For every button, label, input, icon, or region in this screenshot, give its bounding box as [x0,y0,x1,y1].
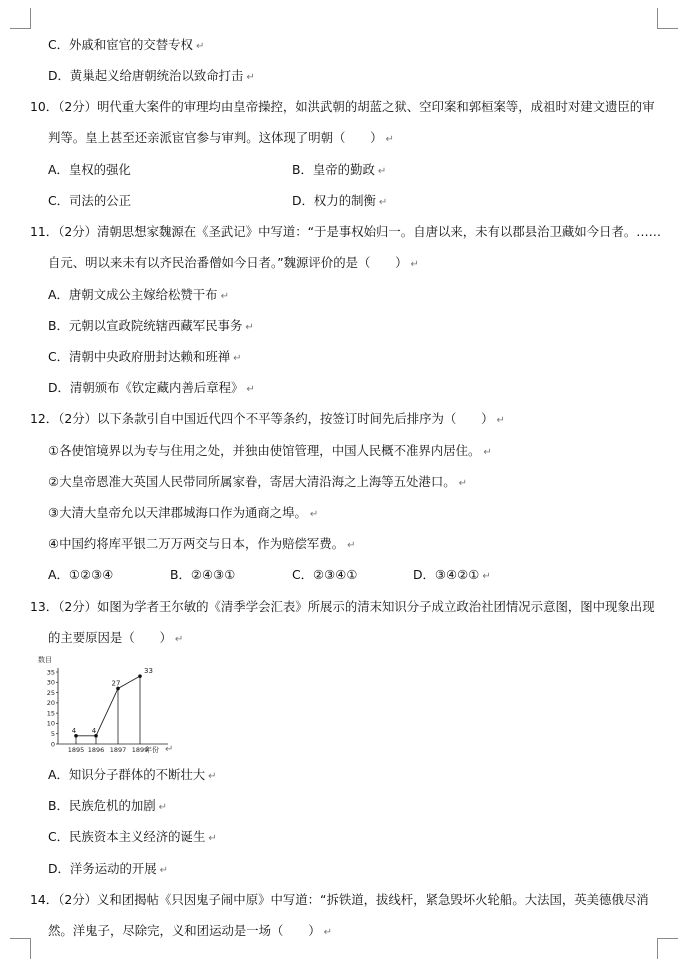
paragraph-mark: ↵ [174,634,184,645]
paragraph-mark: ↵ [377,166,387,177]
chart-data-point [138,674,142,678]
paragraph-mark: ↵ [496,415,505,426]
q12-option-a: A．①②③④ [48,567,114,582]
chart-y-tick-label: 25 [46,688,55,697]
q11-stem-line-1: 11．（2分）清朝思想家魏源在《圣武记》中写道：“于是事权始归一。自唐以来，未有以郡县治卫藏如今日者。…… [30,224,662,239]
paragraph-mark: ↵ [385,134,394,145]
chart-x-tick-label: 1899 [131,746,149,754]
chart-ylabel: 数目 [38,656,52,664]
chart-x-tick-label: 1895 [67,746,85,754]
q12-option-d: D．③④②① ↵ [413,567,491,582]
q12-item-3: ③大清大皇帝允以天津郡城海口作为通商之埠。 ↵ [48,505,319,520]
q12-option-c: C．②③④① [292,567,358,582]
q11-option-a: A．唐朝文成公主嫁给松赞干布 ↵ [48,287,229,302]
paragraph-mark: ↵ [208,771,217,782]
chart-data-label: 33 [144,667,153,676]
paragraph-mark: ↵ [208,833,217,844]
paragraph-mark: ↵ [483,447,492,458]
q10-stem-line-2: 判等。皇上甚至还亲派宦官参与审判。这体现了明朝（ ） ↵ [48,130,394,145]
q12-option-b: B．②④③① [170,567,236,582]
q11-stem-line-2: 自元、明以来未有以齐民治番僧如今日者。”魏源评价的是（ ） ↵ [48,255,419,270]
chart-y-tick-label: 10 [46,719,55,728]
chart-y-tick-label: 5 [50,730,55,739]
paragraph-mark: ↵ [195,41,205,52]
paragraph-mark: ↵ [347,540,356,551]
paragraph-mark: ↵ [165,744,174,755]
q10-stem-line-1: 10．（2分）明代重大案件的审理均由皇帝操控，如洪武朝的胡蓝之狱、空印案和郭桓案等，成祖时对建文遗臣的审 [30,99,655,114]
paragraph-mark: ↵ [246,384,255,395]
crop-mark-top-right [657,8,678,29]
chart-data-label: 4 [71,726,77,735]
paragraph-mark: ↵ [482,571,491,582]
crop-mark-bottom-right [657,938,678,959]
q12-item-1: ①各使馆境界以为专与住用之处，并独由使馆管理，中国人民概不准界内居住。 ↵ [48,443,492,458]
paragraph-mark: ↵ [159,865,169,876]
paragraph-mark: ↵ [158,802,168,813]
q13-option-c: C．民族资本主义经济的诞生 ↵ [48,829,217,844]
paragraph-mark: ↵ [220,291,229,302]
paragraph-mark: ↵ [323,927,332,938]
q11-option-c: C．清朝中央政府册封达赖和班禅 ↵ [48,349,242,364]
q10-option-d: D．权力的制衡 ↵ [292,193,388,208]
q14-stem-line-2: 然。洋鬼子，尽除完，义和团运动是一场（ ） ↵ [48,923,332,938]
paragraph-mark: ↵ [309,509,319,520]
q13-option-b: B．民族危机的加剧 ↵ [48,798,168,813]
q10-option-a: A．皇权的强化 [48,162,131,177]
society-count-chart [38,652,178,757]
q13-option-d: D．洋务运动的开展 ↵ [48,861,169,876]
chart-y-tick-label: 30 [46,678,55,687]
q12-stem: 12．（2分）以下条款引自中国近代四个不平等条约，按签订时间先后排序为（ ） ↵ [30,411,505,426]
q11-option-b: B．元朝以宣政院统辖西藏军民事务 ↵ [48,318,254,333]
paragraph-mark: ↵ [458,478,467,489]
paragraph-mark: ↵ [410,259,419,270]
chart-x-tick-label: 1897 [109,746,127,754]
q12-item-4: ④中国约将库平银二万万两交与日本，作为赔偿军费。 ↵ [48,536,356,551]
q11-option-d: D．清朝颁布《钦定藏内善后章程》 ↵ [48,380,255,395]
chart-xlabel: 年份 [145,746,159,754]
crop-mark-top-left [10,8,31,29]
q10-option-c: C．司法的公正 [48,193,131,208]
q13-stem-line-2: 的主要原因是（ ） ↵ [48,630,184,645]
paragraph-mark: ↵ [245,322,254,333]
chart-y-tick-label: 20 [46,699,55,708]
crop-mark-bottom-left [10,938,31,959]
chart-data-label: 27 [111,679,121,688]
chart-y-tick-label: 0 [50,740,55,749]
paragraph-mark: ↵ [378,197,388,208]
chart-x-tick-label: 1896 [87,746,105,754]
chart-series-line [76,676,140,736]
q14-stem-line-1: 14．（2分）义和团揭帖《只因鬼子闹中原》中写道：“拆铁道，拔线杆，紧急毁坏火轮船。大法国，英美德俄尽消 [30,892,649,907]
paragraph-mark: ↵ [233,353,242,364]
q9-option-d: D．黄巢起义给唐朝统治以致命打击 ↵ [48,68,255,83]
paragraph-mark: ↵ [246,72,255,83]
q13-option-a: A．知识分子群体的不断壮大 ↵ [48,767,217,782]
chart-y-tick-label: 15 [46,709,55,718]
q9-option-c: C．外戚和宦官的交替专权 ↵ [48,37,205,52]
chart-y-tick-label: 35 [46,668,55,677]
q12-item-2: ②大皇帝恩准大英国人民带同所属家眷，寄居大清沿海之上海等五处港口。 ↵ [48,474,467,489]
q13-stem-line-1: 13．（2分）如图为学者王尔敏的《清季学会汇表》所展示的清末知识分子成立政治社团情况示意图，图中现象出现 [30,599,655,614]
q10-option-b: B．皇帝的勤政 ↵ [292,162,387,177]
chart-data-label: 4 [91,726,97,735]
